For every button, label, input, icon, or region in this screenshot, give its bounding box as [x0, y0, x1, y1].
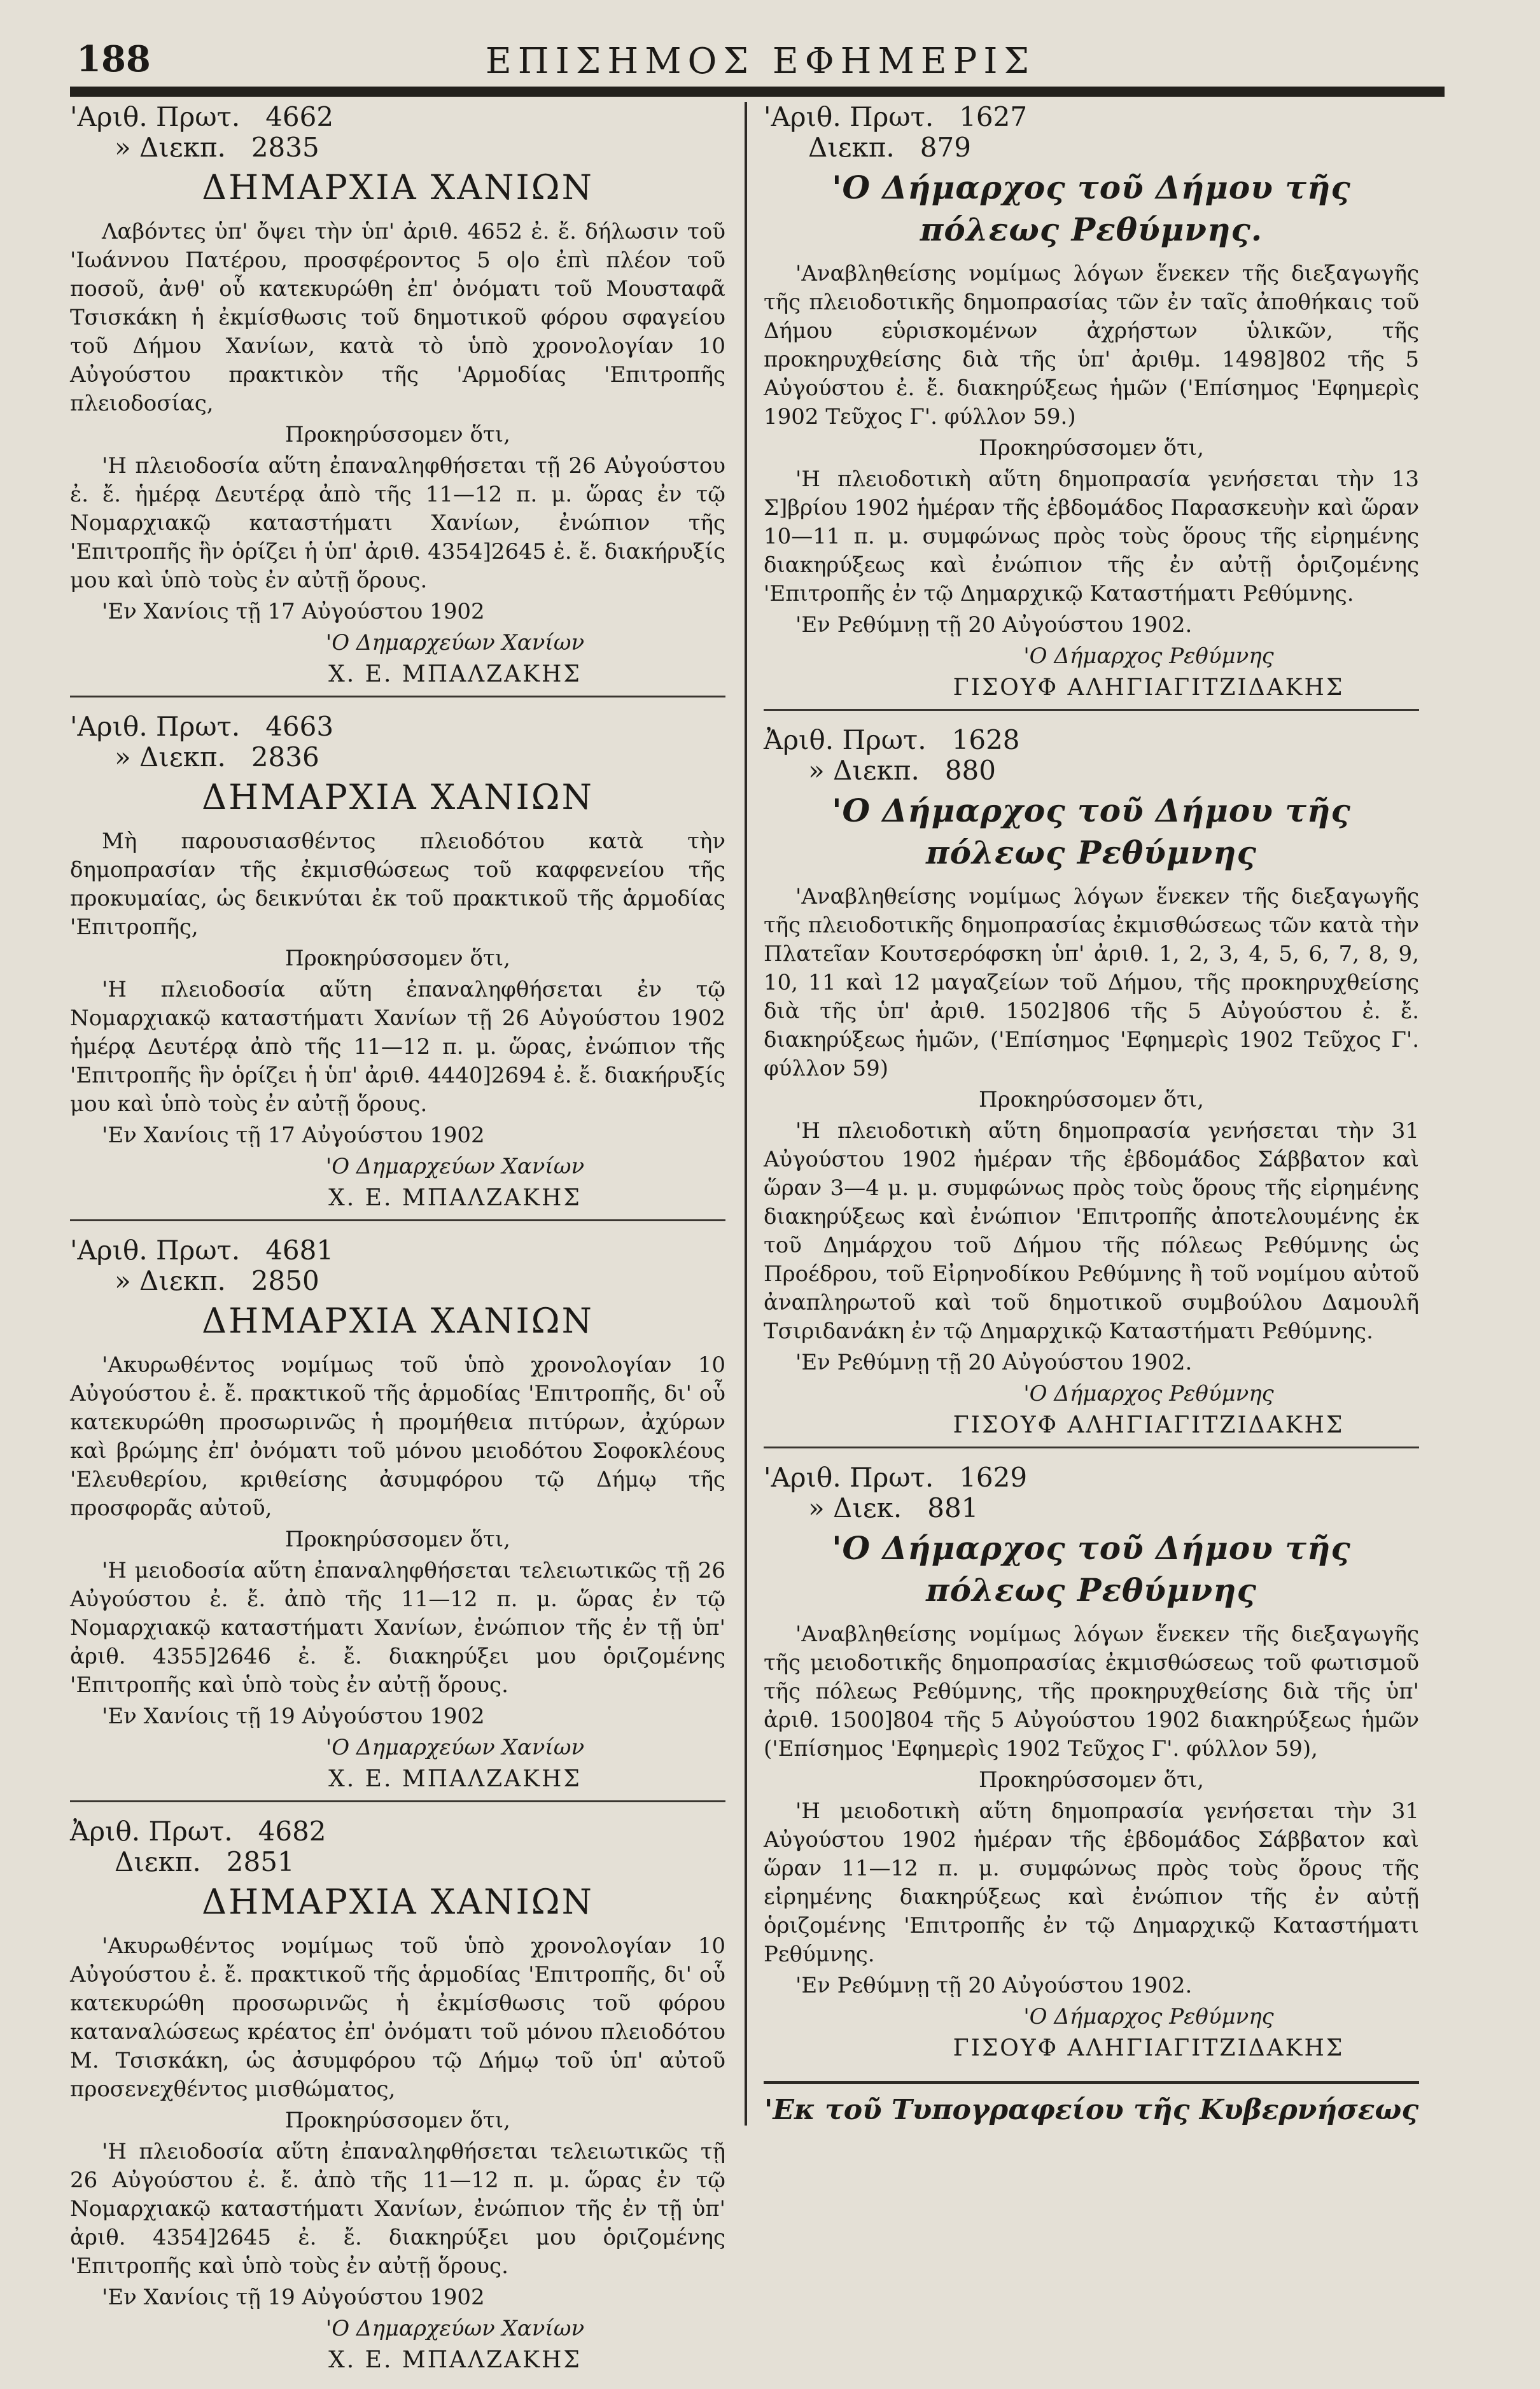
dispatch-number: 879	[920, 132, 971, 163]
notice-separator	[70, 1800, 725, 1802]
protocol-label: Ἀριθ. Πρωτ.	[70, 1816, 233, 1847]
notice-body: 'Αναβληθείσης νομίμως λόγων ἕνεκεν τῆς διεξαγωγῆς τῆς μειοδοτικῆς δημοπρασίας ἐκμισθώσεως τοῦ φωτισμοῦ τῆς πόλεως Ρεθύμνης, τῆς προκηρυχθείσης διὰ τῆς ὑπ' ἀριθ. 1500]804 τῆς 5 Αὐγούστου 1902 διακηρύξεως ἡμῶν ('Επίσημος 'Εφημερὶς 1902 Τεῦχος Γ'. φύλλον 59),	[764, 1622, 1419, 1762]
signatory-title: 'Ο Δήμαρχος Ρεθύμνης	[1023, 2004, 1274, 2029]
notice-body: 'Αναβληθείσης νομίμως λόγων ἕνεκεν τῆς διεξαγωγῆς τῆς πλειοδοτικῆς δημοπρασίας τῶν ἐν ταῖς ἀποθήκαις τοῦ Δήμου εὑρισκομένων ἀχρήστων ὑλικῶν, τῆς προκηρυχθείσης διὰ τῆς ὑπ' ἀριθμ. 1498]802 τῆς 5 Αὐγούστου ἐ. ἔ. διακηρύξεως ἡμῶν ('Επίσημος 'Εφημερὶς 1902 Τεῦχος Γ'. φύλλον 59.)	[764, 261, 1419, 430]
dispatch-number: 881	[927, 1492, 979, 1524]
dispatch-ref	[70, 742, 725, 773]
dispatch-label: » Διεκπ.	[115, 1265, 226, 1296]
notice-heading: 'Ο Δήμαρχος τοῦ Δήμου τῆς πόλεως Ρεθύμνης	[832, 792, 1351, 871]
notice-body-2: 'Η πλειοδοτικὴ αὕτη δημοπρασία γενήσεται τὴν 13 Σ]βρίου 1902 ἡμέραν τῆς ἑβδομάδος Παρασκευὴν καὶ ὥραν 10—11 π. μ. συμφώνως πρὸς τοὺς ὅρους τῆς εἰρημένης διακηρύξεως καὶ ἐνώπιον τῆς ἐν αὐτῇ ὁριζομένης 'Επιτροπῆς ἐν τῷ Δημαρχικῷ Καταστήματι Ρεθύμνης.	[764, 466, 1419, 606]
notice-1628	[764, 725, 1419, 1448]
notice-4682	[70, 1816, 725, 2375]
dispatch-number: 880	[944, 755, 996, 786]
notice-date: 'Εν Χανίοις τῇ 19 Αὐγούστου 1902	[102, 2285, 485, 2310]
dispatch-number: 2835	[251, 132, 319, 163]
dispatch-ref	[70, 1266, 725, 1296]
protocol-label: Ἀριθ. Πρωτ.	[764, 724, 927, 755]
printer-imprint: 'Εκ τοῦ Τυπογραφείου τῆς Κυβερνήσεως	[764, 2094, 1419, 2126]
signatory-title: 'Ο Δημαρχεύων Χανίων	[325, 1154, 585, 1179]
notice-date: 'Εν Χανίοις τῇ 17 Αὐγούστου 1902	[102, 599, 485, 624]
protocol-number: 4681	[265, 1235, 334, 1266]
dispatch-label: » Διεκπ.	[115, 741, 226, 773]
proclamation: Προκηρύσσομεν ὅτι,	[285, 2108, 510, 2133]
dispatch-label: Διεκπ.	[808, 132, 895, 163]
notice-date: 'Εν Ρεθύμνῃ τῇ 20 Αὐγούστου 1902.	[795, 1973, 1193, 1998]
right-column	[764, 102, 1419, 2077]
proclamation: Προκηρύσσομεν ὅτι,	[979, 1087, 1204, 1112]
dispatch-label: » Διεκπ.	[115, 132, 226, 163]
dispatch-label: » Διεκπ.	[808, 755, 920, 786]
notice-date: 'Εν Χανίοις τῇ 19 Αὐγούστου 1902	[102, 1704, 485, 1729]
notice-body: Μὴ παρουσιασθέντος πλειοδότου κατὰ τὴν δημοπρασίαν τῆς ἐκμισθώσεως τοῦ καφφενείου τῆς προκυμαίας, ὡς δεικνύται ἐκ τοῦ πρακτικοῦ τῆς ἁρμοδίας 'Επιτροπῆς,	[70, 829, 725, 940]
notice-body: 'Ακυρωθέντος νομίμως τοῦ ὑπὸ χρονολογίαν 10 Αὐγούστου ἐ. ἔ. πρακτικοῦ τῆς ἁρμοδίας 'Επιτροπῆς, δι' οὗ κατεκυρώθη προσωρινῶς ἡ προμήθεια πιτύρων, ἀχύρων καὶ βρώμης ἐπ' ὀνόματι τοῦ μόνου μειοδότου Σοφοκλέους 'Ελευθερίου, κριθείσης ἀσυμφόρου τῷ Δήμῳ τῆς προσφορᾶς αὐτοῦ,	[70, 1352, 725, 1521]
page-number: 188	[76, 38, 151, 80]
protocol-number: 4682	[258, 1816, 326, 1847]
dispatch-ref	[70, 132, 725, 163]
notice-date: 'Εν Ρεθύμνῃ τῇ 20 Αὐγούστου 1902.	[795, 1350, 1193, 1375]
protocol-number: 4663	[265, 711, 334, 742]
protocol-ref	[764, 725, 1419, 755]
signatory-name: ΓΙΣΟΥΦ ΑΛΗΓΙΑΓΙΤΖΙΔΑΚΗΣ	[953, 1412, 1345, 1438]
dispatch-ref	[70, 1847, 725, 1877]
protocol-ref	[70, 102, 725, 132]
notice-body-2: 'Η πλειοδοσία αὕτη ἐπαναληφθήσεται τελειωτικῶς τῇ 26 Αὐγούστου ἐ. ἔ. ἀπὸ τῆς 11—12 π. μ. ὥρας ἐν τῷ Νομαρχιακῷ καταστήματι Χανίων, ἐνώπιον τῆς ἐν τῇ ὑπ' ἀριθ. 4354]2645 ἐ. ἔ. διακηρύξει μου ὁριζομένης 'Επιτροπῆς καὶ ὑπὸ τοὺς ἐν αὐτῇ ὅρους.	[70, 2139, 725, 2279]
dispatch-number: 2850	[251, 1265, 319, 1296]
notice-body-2: 'Η πλειοδοσία αὕτη ἐπαναληφθήσεται τῇ 26 Αὐγούστου ἐ. ἔ. ἡμέρᾳ Δευτέρᾳ ἀπὸ τῆς 11—12 π. μ. ὥρας ἐν τῷ Νομαρχιακῷ καταστήματι Χανίων, ἐνώπιον τῆς 'Επιτροπῆς ἣν ὁρίζει ἡ ὑπ' ἀριθ. 4354]2645 ἐ. ἔ. διακήρυξίς μου καὶ ὑπὸ τοὺς ἐν αὐτῇ ὅρους.	[70, 453, 725, 593]
notice-separator	[764, 709, 1419, 711]
signatory-name: Χ. Ε. ΜΠΑΛΖΑΚΗΣ	[328, 1185, 582, 1211]
notice-body-2: 'Η πλειοδοτικὴ αὕτη δημοπρασία γενήσεται τὴν 31 Αὐγούστου 1902 ἡμέραν τῆς ἑβδομάδος Σάββατον καὶ ὥραν 3—4 μ. μ. συμφώνως πρὸς τοὺς ὅρους τῆς εἰρημένης διακηρύξεως καὶ ἐνώπιον 'Επιτροπῆς ἀποτελουμένης ἐκ τοῦ Δημάρχου τοῦ Δήμου τῆς πόλεως Ρεθύμνης ὡς Προέδρου, τοῦ Εἰρηνοδίκου Ρεθύμνης ἢ τοῦ νομίμου αὐτοῦ ἀναπληρωτοῦ καὶ τοῦ δημοτικοῦ συμβούλου Δαμουλῆ Τσιριδανάκη ἐν τῷ Δημαρχικῷ Καταστήματι Ρεθύμνης.	[764, 1118, 1419, 1344]
dispatch-label: Διεκπ.	[115, 1846, 201, 1877]
protocol-number: 1628	[951, 724, 1020, 755]
protocol-number: 4662	[265, 101, 334, 132]
notice-4681	[70, 1235, 725, 1802]
signatory-name: Χ. Ε. ΜΠΑΛΖΑΚΗΣ	[328, 2347, 582, 2373]
notice-4663	[70, 711, 725, 1221]
header-rule	[70, 87, 1445, 97]
notice-separator	[70, 1219, 725, 1221]
signatory-name: ΓΙΣΟΥΦ ΑΛΗΓΙΑΓΙΤΖΙΔΑΚΗΣ	[953, 675, 1345, 701]
signatory-title: 'Ο Δημαρχεύων Χανίων	[325, 2316, 585, 2341]
page-title: ΕΠΙΣΗΜΟΣ ΕΦΗΜΕΡΙΣ	[485, 41, 1036, 82]
notice-date: 'Εν Ρεθύμνῃ τῇ 20 Αὐγούστου 1902.	[795, 612, 1193, 638]
notice-separator	[70, 696, 725, 697]
protocol-ref	[764, 1462, 1419, 1493]
page-header	[76, 38, 1445, 89]
dispatch-number: 2836	[251, 741, 319, 773]
signatory-title: 'Ο Δημαρχεύων Χανίων	[325, 630, 585, 655]
proclamation: Προκηρύσσομεν ὅτι,	[285, 1527, 510, 1552]
proclamation: Προκηρύσσομεν ὅτι,	[285, 422, 510, 447]
proclamation: Προκηρύσσομεν ὅτι,	[979, 435, 1204, 461]
notice-heading: ΔΗΜΑΡΧΙΑ ΧΑΝΙΩΝ	[202, 1882, 594, 1922]
proclamation: Προκηρύσσομεν ὅτι,	[285, 946, 510, 971]
protocol-ref	[70, 1816, 725, 1847]
footer-rule	[764, 2081, 1419, 2084]
column-divider	[745, 102, 747, 2126]
signatory-title: 'Ο Δήμαρχος Ρεθύμνης	[1023, 643, 1274, 669]
notice-body: Λαβόντες ὑπ' ὄψει τὴν ὑπ' ἀριθ. 4652 ἐ. ἔ. δήλωσιν τοῦ 'Ιωάννου Πατέρου, προσφέροντος 5 ο|ο ἐπὶ πλέον τοῦ ποσοῦ, ἀνθ' οὗ κατεκυρώθη ἐπ' ὀνόματι τοῦ Μουσταφᾶ Τσισκάκη ἡ ἐκμίσθωσις τοῦ δημοτικοῦ φόρου σφαγείου τοῦ Δήμου Χανίων, κατὰ τὸ ὑπὸ χρονολογίαν 10 Αὐγούστου πρακτικὸν τῆς 'Αρμοδίας 'Επιτροπῆς πλειοδοσίας,	[70, 219, 725, 416]
dispatch-ref	[764, 1493, 1419, 1524]
notice-1629	[764, 1462, 1419, 2063]
proclamation: Προκηρύσσομεν ὅτι,	[979, 1767, 1204, 1793]
dispatch-ref	[764, 755, 1419, 786]
notice-1627	[764, 102, 1419, 711]
left-column	[70, 102, 725, 2389]
protocol-label: 'Αριθ. Πρωτ.	[70, 711, 241, 742]
dispatch-ref	[764, 132, 1419, 163]
dispatch-label: » Διεκ.	[808, 1492, 902, 1524]
dispatch-number: 2851	[226, 1846, 295, 1877]
signatory-name: Χ. Ε. ΜΠΑΛΖΑΚΗΣ	[328, 661, 582, 687]
protocol-label: 'Αριθ. Πρωτ.	[70, 101, 241, 132]
protocol-ref	[70, 1235, 725, 1266]
notice-4662	[70, 102, 725, 697]
notice-heading: 'Ο Δήμαρχος τοῦ Δήμου τῆς πόλεως Ρεθύμνης.	[832, 169, 1351, 248]
notice-separator	[764, 1447, 1419, 1448]
notice-body-2: 'Η μειοδοτικὴ αὕτη δημοπρασία γενήσεται τὴν 31 Αὐγούστου 1902 ἡμέραν τῆς ἑβδομάδος Σάββατον καὶ ὥραν 11—12 π. μ. συμφώνως πρὸς τοὺς ὅρους τῆς εἰρημένης διακηρύξεως καὶ ἐνώπιον τῆς ἐν αὐτῇ ὁριζομένης 'Επιτροπῆς ἐν τῷ Δημαρχικῷ Καταστήματι Ρεθύμνης.	[764, 1798, 1419, 1967]
protocol-label: 'Αριθ. Πρωτ.	[70, 1235, 241, 1266]
protocol-ref	[764, 102, 1419, 132]
notice-body: 'Ακυρωθέντος νομίμως τοῦ ὑπὸ χρονολογίαν 10 Αὐγούστου ἐ. ἔ. πρακτικοῦ τῆς ἁρμοδίας 'Επιτροπῆς, δι' οὗ κατεκυρώθη προσωρινῶς ἡ ἐκμίσθωσις τοῦ φόρου καταναλώσεως κρέατος ἐπ' ὀνόματι τοῦ μόνου πλειοδότου Μ. Τσισκάκη, ὡς ἀσυμφόρου τῷ Δήμῳ τοῦ ὑπ' αὐτοῦ προσενεχθέντος μισθώματος,	[70, 1933, 725, 2102]
protocol-label: 'Αριθ. Πρωτ.	[764, 101, 934, 132]
protocol-label: 'Αριθ. Πρωτ.	[764, 1462, 934, 1493]
signatory-name: ΓΙΣΟΥΦ ΑΛΗΓΙΑΓΙΤΖΙΔΑΚΗΣ	[953, 2035, 1345, 2061]
notice-body: 'Αναβληθείσης νομίμως λόγων ἕνεκεν τῆς διεξαγωγῆς τῆς πλειοδοτικῆς δημοπρασίας ἐκμισθώσεως τῶν κατὰ τὴν Πλατεῖαν Κουτσερόφσκη ὑπ' ἀριθ. 1, 2, 3, 4, 5, 6, 7, 8, 9, 10, 11 καὶ 12 μαγαζείων τοῦ Δήμου, τῆς προκηρυχθείσης διὰ τῆς ὑπ' ἀριθ. 1502]806 τῆς 5 Αὐγούστου ἐ. ἔ. διακηρύξεως ἡμῶν, ('Επίσημος 'Εφημερὶς 1902 Τεῦχος Γ'. φύλλον 59)	[764, 884, 1419, 1081]
notice-date: 'Εν Χανίοις τῇ 17 Αὐγούστου 1902	[102, 1123, 485, 1148]
notice-body-2: 'Η πλειοδοσία αὕτη ἐπαναληφθήσεται ἐν τῷ Νομαρχιακῷ καταστήματι Χανίων τῇ 26 Αὐγούστου 1902 ἡμέρᾳ Δευτέρᾳ ἀπὸ τῆς 11—12 π. μ. ὥρας, ἐνώπιον τῆς 'Επιτροπῆς ἣν ὁρίζει ἡ ὑπ' ἀριθ. 4440]2694 ἐ. ἔ. διακήρυξίς μου καὶ ὑπὸ τοὺς ἐν αὐτῇ ὅρους.	[70, 977, 725, 1117]
notice-body-2: 'Η μειοδοσία αὕτη ἐπαναληφθήσεται τελειωτικῶς τῇ 26 Αὐγούστου ἐ. ἔ. ἀπὸ τῆς 11—12 π. μ. ὥρας ἐν τῷ Νομαρχιακῷ καταστήματι Χανίων, ἐνώπιον τῆς ἐν τῇ ὑπ' ἀριθ. 4355]2646 ἐ. ἔ. διακηρύξει μου ὁριζομένης 'Επιτροπῆς καὶ ὑπὸ τοὺς ἐν αὐτῇ ὅρους.	[70, 1558, 725, 1698]
signatory-title: 'Ο Δήμαρχος Ρεθύμνης	[1023, 1381, 1274, 1406]
signatory-title: 'Ο Δημαρχεύων Χανίων	[325, 1735, 585, 1760]
protocol-number: 1627	[959, 101, 1028, 132]
protocol-ref	[70, 711, 725, 742]
notice-heading: 'Ο Δήμαρχος τοῦ Δήμου τῆς πόλεως Ρεθύμνης	[832, 1529, 1351, 1609]
protocol-number: 1629	[959, 1462, 1028, 1493]
notice-heading: ΔΗΜΑΡΧΙΑ ΧΑΝΙΩΝ	[202, 1301, 594, 1341]
signatory-name: Χ. Ε. ΜΠΑΛΖΑΚΗΣ	[328, 1766, 582, 1792]
notice-heading: ΔΗΜΑΡΧΙΑ ΧΑΝΙΩΝ	[202, 777, 594, 817]
notice-heading: ΔΗΜΑΡΧΙΑ ΧΑΝΙΩΝ	[202, 167, 594, 207]
